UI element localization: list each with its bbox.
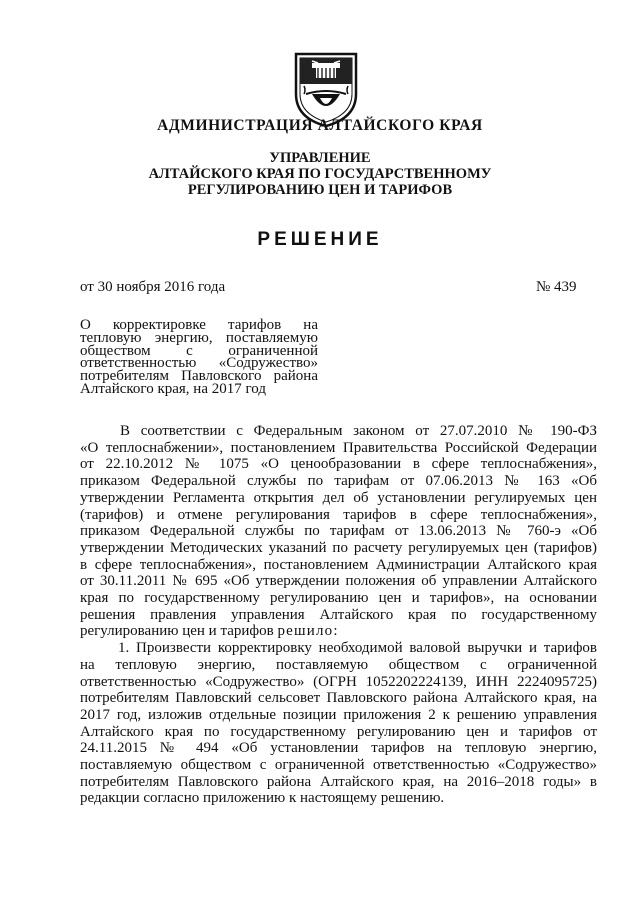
preamble-end: регулированию цен и тарифов — [80, 623, 274, 640]
body-line: от 22.10.2012 № 1075 «О ценообразовании в сфере теплоснабжения», — [80, 456, 597, 473]
body-line: поставляемую обществом с ограниченной ответственностью «Содружество» — [80, 757, 597, 774]
body-line: потребителям Павловский сельсовет Павловского района Алтайского края, на — [80, 690, 597, 707]
coat-of-arms-icon — [290, 48, 362, 128]
subject-line: О корректировке тарифов на — [80, 317, 318, 333]
body-line: в сфере теплоснабжения», постановлением Администрации Алтайского края — [80, 556, 597, 573]
body-line: 1. Произвести корректировку необходимой валовой выручки и тарифов — [118, 640, 597, 657]
subject-line: тепловую энергию, поставляемую — [80, 329, 318, 346]
body-line: приказом Федеральной службы по тарифам от 13.06.2013 № 760-э «Об — [80, 523, 597, 540]
department-line: РЕГУЛИРОВАНИЮ ЦЕН И ТАРИФОВ — [187, 182, 453, 198]
decision-subject — [80, 319, 318, 396]
body-line: ответственностью «Содружество» (ОГРН 1052202224139, ИНН 2224095725) — [80, 673, 597, 690]
subject-line: ответственностью «Содружество» — [80, 355, 318, 372]
body-line: В соответствии с Федеральным законом от 27.07.2010 № 190-ФЗ — [120, 423, 597, 439]
subject-line: Алтайского края, на 2017 год — [80, 380, 266, 397]
body-line: утверждении Методических указаний по расчету регулируемых цен (тарифов) — [80, 539, 597, 556]
body-line: Алтайского края по государственному регулированию цен и тарифов от — [80, 723, 597, 740]
body-line: от 30.11.2011 № 695 «Об утверждении положения об управлении Алтайского — [80, 573, 597, 590]
department-line: УПРАВЛЕНИЕ — [269, 150, 371, 166]
body-line — [80, 623, 597, 640]
decided-keyword: решило: — [277, 623, 339, 640]
body-line: «О теплоснабжении», постановлением Правительства Российской Федерации — [80, 439, 597, 456]
body-line: редакции согласно приложению к настоящему решению. — [80, 790, 445, 807]
decision-date: от 30 ноября 2016 года — [80, 279, 226, 295]
body-line: (тарифов) и отмене регулирования тарифов в сфере теплоснабжения», — [80, 506, 597, 523]
body-line: потребителям Павловского района Алтайского края, на 2016–2018 годы» в — [80, 773, 597, 790]
body-line: решения правления управления Алтайского края по государственному — [80, 606, 597, 623]
subject-line: обществом с ограниченной — [80, 342, 318, 359]
decision-body — [80, 423, 597, 807]
body-line: края по государственному регулированию цен и тарифов», на основании — [80, 590, 597, 607]
decision-number: № 439 — [536, 279, 577, 295]
document-type-title: РЕШЕНИЕ — [257, 229, 383, 250]
organization-name: АДМИНИСТРАЦИЯ АЛТАЙСКОГО КРАЯ — [157, 117, 483, 134]
department-line: АЛТАЙСКОГО КРАЯ ПО ГОСУДАРСТВЕННОМУ — [148, 166, 492, 182]
body-line: 24.11.2015 № 494 «Об установлении тарифов на тепловую энергию, — [80, 740, 597, 757]
department-name — [0, 150, 640, 198]
body-line: утверждении Регламента открытия дел об установлении регулируемых цен — [80, 489, 597, 506]
body-line: приказом Федеральной службы по тарифам от 07.06.2013 № 163 «Об — [80, 473, 597, 490]
subject-line: потребителям Павловского района — [80, 368, 318, 385]
body-line: на тепловую энергию, поставляемую обществом с ограниченной — [80, 656, 597, 673]
body-line: 2017 год, изложив отдельные позиции приложения 2 к решению управления — [80, 706, 597, 723]
